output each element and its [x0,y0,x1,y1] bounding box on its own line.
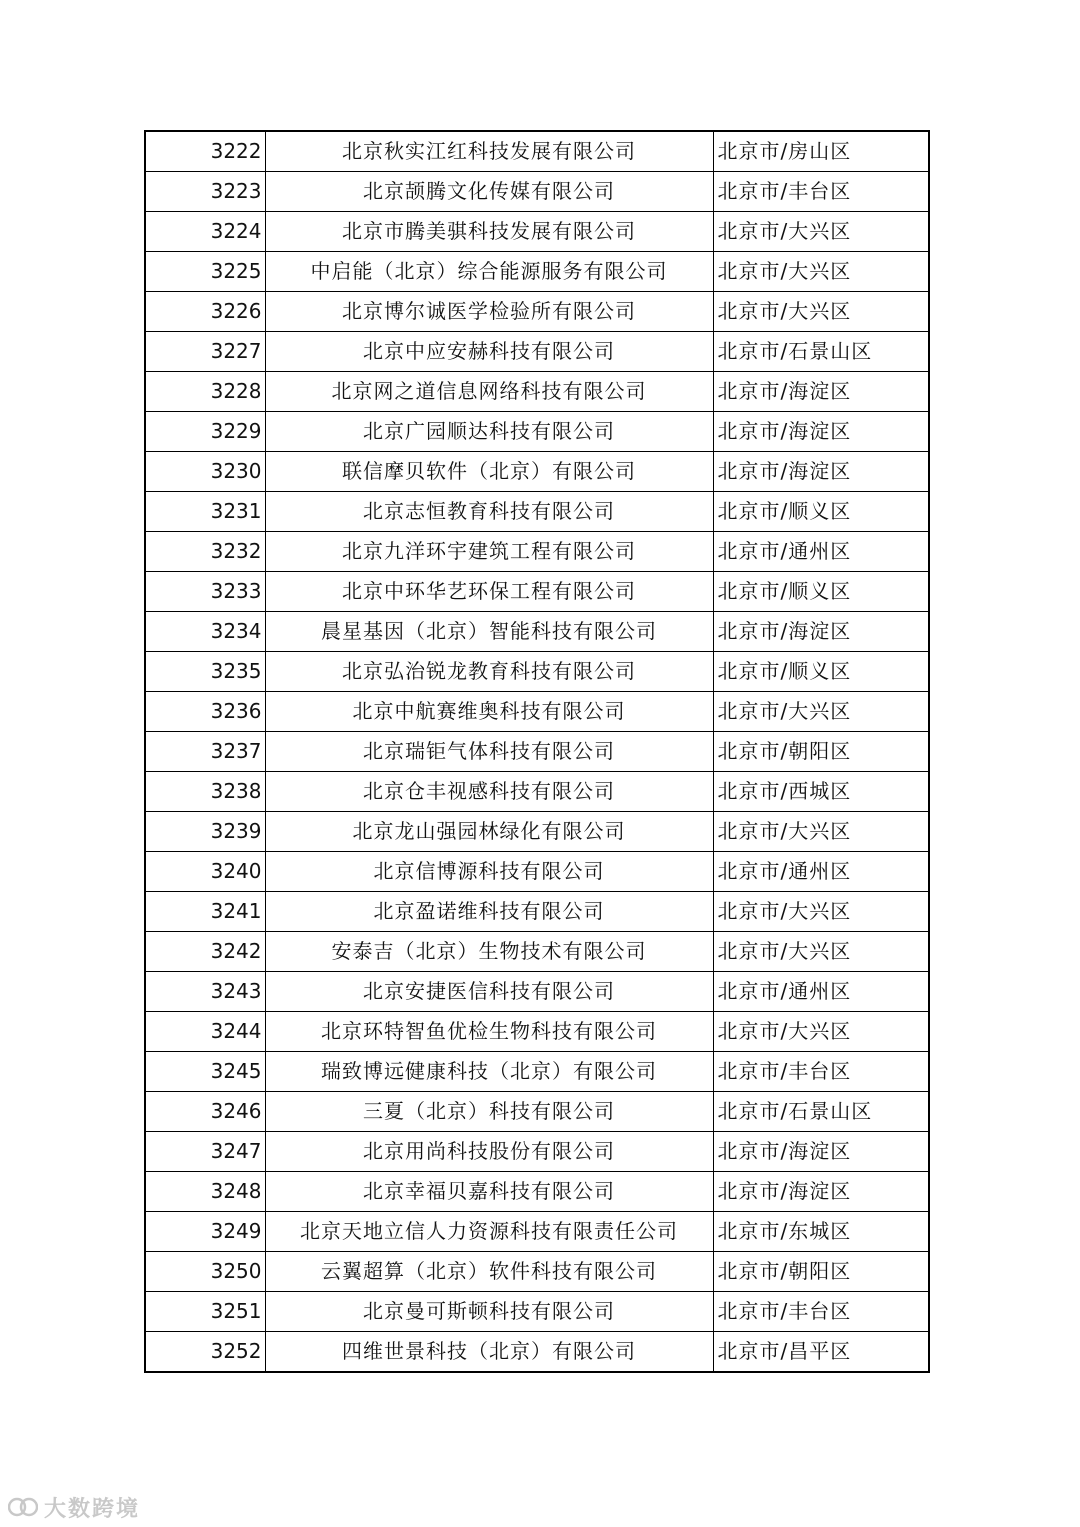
company-region: 北京市/大兴区 [713,212,929,252]
row-number: 3244 [145,1012,265,1052]
company-name: 北京幸福贝嘉科技有限公司 [265,1172,713,1212]
row-number: 3229 [145,412,265,452]
logo-icon [8,1495,38,1519]
table-row [145,812,929,852]
company-region: 北京市/大兴区 [713,252,929,292]
company-name: 云翼超算（北京）软件科技有限公司 [265,1252,713,1292]
company-region: 北京市/西城区 [713,772,929,812]
company-name: 北京颉腾文化传媒有限公司 [265,172,713,212]
company-name: 北京秋实江红科技发展有限公司 [265,131,713,172]
table-row [145,692,929,732]
table-row [145,292,929,332]
company-name: 北京市腾美骐科技发展有限公司 [265,212,713,252]
table-row [145,1172,929,1212]
row-number: 3249 [145,1212,265,1252]
company-region: 北京市/顺义区 [713,492,929,532]
row-number: 3226 [145,292,265,332]
company-region: 北京市/朝阳区 [713,732,929,772]
company-region: 北京市/昌平区 [713,1332,929,1373]
company-region: 北京市/顺义区 [713,572,929,612]
table-row [145,532,929,572]
table-row [145,1092,929,1132]
table-row [145,972,929,1012]
company-region: 北京市/大兴区 [713,692,929,732]
row-number: 3248 [145,1172,265,1212]
table-row [145,932,929,972]
table-row [145,492,929,532]
table-row [145,892,929,932]
company-name: 北京天地立信人力资源科技有限责任公司 [265,1212,713,1252]
company-name: 北京九洋环宇建筑工程有限公司 [265,532,713,572]
company-region: 北京市/通州区 [713,532,929,572]
table-row [145,172,929,212]
company-region: 北京市/石景山区 [713,1092,929,1132]
row-number: 3240 [145,852,265,892]
row-number: 3242 [145,932,265,972]
table-row [145,652,929,692]
company-region: 北京市/大兴区 [713,1012,929,1052]
table-row [145,852,929,892]
company-name: 北京龙山强园林绿化有限公司 [265,812,713,852]
row-number: 3232 [145,532,265,572]
company-name: 北京用尚科技股份有限公司 [265,1132,713,1172]
row-number: 3228 [145,372,265,412]
table-row [145,372,929,412]
company-region: 北京市/海淀区 [713,372,929,412]
table-row [145,1132,929,1172]
company-name: 北京弘治锐龙教育科技有限公司 [265,652,713,692]
company-name: 北京中环华艺环保工程有限公司 [265,572,713,612]
table-row [145,772,929,812]
company-region: 北京市/石景山区 [713,332,929,372]
company-region: 北京市/东城区 [713,1212,929,1252]
company-name: 中启能（北京）综合能源服务有限公司 [265,252,713,292]
row-number: 3224 [145,212,265,252]
watermark-text: 大数跨境 [44,1496,141,1522]
row-number: 3251 [145,1292,265,1332]
row-number: 3245 [145,1052,265,1092]
row-number: 3238 [145,772,265,812]
company-name: 北京环特智鱼优检生物科技有限公司 [265,1012,713,1052]
row-number: 3231 [145,492,265,532]
row-number: 3236 [145,692,265,732]
row-number: 3239 [145,812,265,852]
company-region: 北京市/大兴区 [713,892,929,932]
company-name: 北京博尔诚医学检验所有限公司 [265,292,713,332]
company-name: 北京信博源科技有限公司 [265,852,713,892]
table-row [145,452,929,492]
company-region: 北京市/海淀区 [713,1132,929,1172]
row-number: 3234 [145,612,265,652]
company-name: 三夏（北京）科技有限公司 [265,1092,713,1132]
row-number: 3237 [145,732,265,772]
row-number: 3230 [145,452,265,492]
table-row [145,1052,929,1092]
company-name: 联信摩贝软件（北京）有限公司 [265,452,713,492]
row-number: 3250 [145,1252,265,1292]
row-number: 3247 [145,1132,265,1172]
row-number: 3252 [145,1332,265,1373]
row-number: 3243 [145,972,265,1012]
table-row [145,252,929,292]
company-region: 北京市/房山区 [713,131,929,172]
company-name: 北京仓丰视感科技有限公司 [265,772,713,812]
company-name: 北京曼可斯顿科技有限公司 [265,1292,713,1332]
company-name: 北京广园顺达科技有限公司 [265,412,713,452]
table-row [145,612,929,652]
table-row [145,332,929,372]
company-name: 四维世景科技（北京）有限公司 [265,1332,713,1373]
company-name: 北京瑞钜气体科技有限公司 [265,732,713,772]
company-region: 北京市/大兴区 [713,812,929,852]
row-number: 3241 [145,892,265,932]
company-region: 北京市/丰台区 [713,1292,929,1332]
table-row [145,1012,929,1052]
table-row [145,572,929,612]
company-region: 北京市/海淀区 [713,412,929,452]
table-row [145,1212,929,1252]
row-number: 3235 [145,652,265,692]
company-name: 北京中应安赫科技有限公司 [265,332,713,372]
table-row [145,212,929,252]
company-name: 北京志恒教育科技有限公司 [265,492,713,532]
table-row [145,412,929,452]
company-name: 北京安捷医信科技有限公司 [265,972,713,1012]
table-row [145,732,929,772]
company-name: 北京盈诺维科技有限公司 [265,892,713,932]
company-list-table [144,130,930,1373]
company-region: 北京市/海淀区 [713,452,929,492]
company-region: 北京市/顺义区 [713,652,929,692]
table-row [145,1292,929,1332]
company-region: 北京市/海淀区 [713,612,929,652]
company-region: 北京市/海淀区 [713,1172,929,1212]
table-row [145,1332,929,1373]
table-row [145,1252,929,1292]
watermark [8,1492,140,1522]
company-region: 北京市/大兴区 [713,292,929,332]
table-body [145,131,929,1372]
row-number: 3225 [145,252,265,292]
row-number: 3233 [145,572,265,612]
company-name: 北京网之道信息网络科技有限公司 [265,372,713,412]
company-name: 晨星基因（北京）智能科技有限公司 [265,612,713,652]
company-region: 北京市/丰台区 [713,172,929,212]
table-row [145,131,929,172]
row-number: 3223 [145,172,265,212]
row-number: 3227 [145,332,265,372]
company-name: 安泰吉（北京）生物技术有限公司 [265,932,713,972]
company-region: 北京市/通州区 [713,852,929,892]
company-name: 瑞致博远健康科技（北京）有限公司 [265,1052,713,1092]
company-region: 北京市/通州区 [713,972,929,1012]
company-region: 北京市/大兴区 [713,932,929,972]
row-number: 3222 [145,131,265,172]
company-region: 北京市/朝阳区 [713,1252,929,1292]
row-number: 3246 [145,1092,265,1132]
company-name: 北京中航赛维奥科技有限公司 [265,692,713,732]
company-region: 北京市/丰台区 [713,1052,929,1092]
